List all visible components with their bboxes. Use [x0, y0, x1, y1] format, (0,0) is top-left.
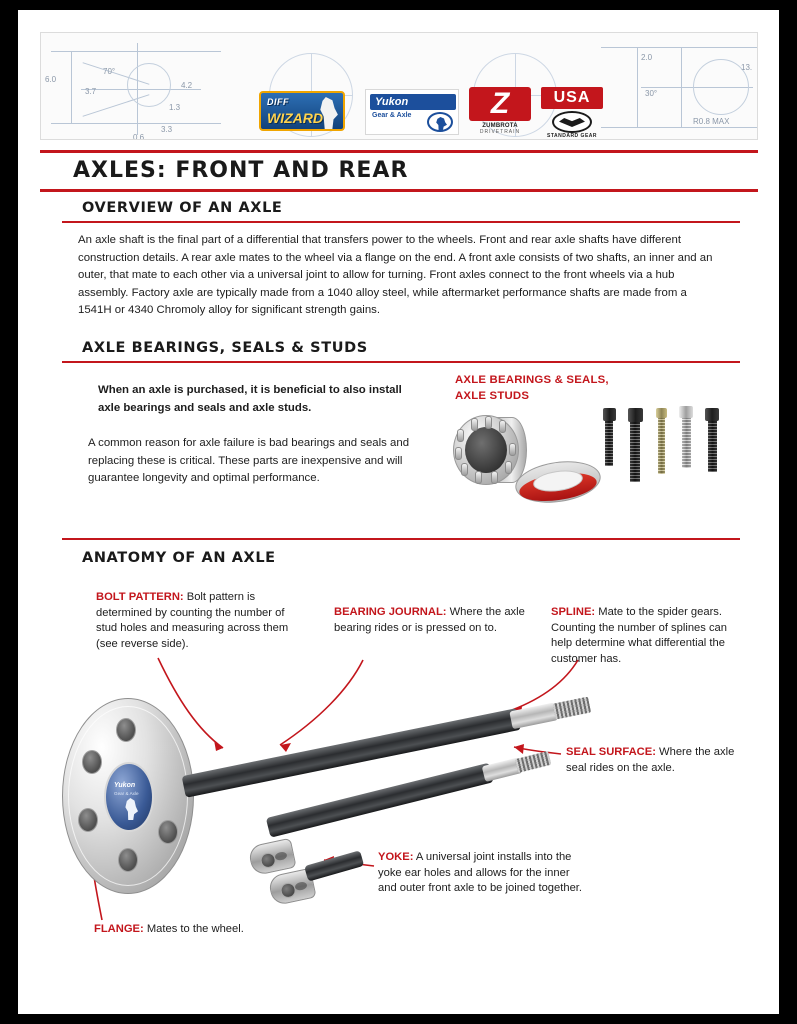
yukon-wordmark: Yukon — [375, 96, 409, 108]
annotation-seal-surface-text: Where the axle seal rides on the axle. — [566, 746, 735, 774]
annotation-bearing-journal-term: BEARING JOURNAL: — [334, 606, 447, 618]
yukon-tagline: Gear & Axle — [372, 112, 412, 119]
section-heading-overview: OVERVIEW OF AN AXLE — [82, 200, 283, 216]
annotation-seal-surface-term: SEAL SURFACE: — [566, 746, 656, 758]
hub-yukon-subtext: Gear & Axle — [114, 791, 139, 796]
zumbrota-z-mark: Z — [490, 87, 510, 120]
section-heading-bearings: AXLE BEARINGS, SEALS & STUDS — [82, 340, 368, 356]
bearings-paragraph-1: When an axle is purchased, it is beneficial to also install axle bearings and seals and axle studs. — [98, 384, 402, 414]
annotation-yoke-term: YOKE: — [378, 851, 414, 863]
annotation-bolt-pattern-text: Bolt pattern is determined by counting the number of stud holes and measuring across them (see reverse side). — [96, 591, 289, 650]
section-heading-anatomy: ANATOMY OF AN AXLE — [82, 550, 276, 566]
hub-yukon-text: Yukon — [114, 782, 136, 789]
shaft-splines — [553, 697, 591, 720]
annotation-spline-text: Mate to the spider gears. Counting the number of splines can help determine what differential the customer has. — [551, 606, 728, 665]
bearings-art-caption-line2: AXLE STUDS — [455, 390, 530, 402]
shaft-seal-surface — [509, 702, 558, 729]
annotation-bolt-pattern-term: BOLT PATTERN: — [96, 591, 184, 603]
usa-tagline: STANDARD GEAR — [546, 133, 598, 139]
annotation-yoke-text: A universal joint installs into the yoke ear holes and allows for the inner and outer front axle to be joined together. — [378, 851, 583, 895]
zumbrota-name: ZUMBROTA — [482, 123, 518, 129]
page-title: AXLES: FRONT AND REAR — [73, 158, 409, 183]
annotation-spline-term: SPLINE: — [551, 606, 596, 618]
bearings-art-caption-line1: AXLE BEARINGS & SEALS, — [455, 374, 609, 386]
overview-paragraph: An axle shaft is the final part of a differential that transfers power to the wheels. Front and rear axle shafts have different construction details. A rear axle mates to the wheel via a flange on the end. A front axle consists of two shafts, an inner and an outer, that mate to each other via a universal joint to allow for turning. Front axles connect to the front wheels via a hub assembly. Factory axle are typically made from a 1040 alloy steel, while aftermarket performance shafts are made from a 1541H or 4340 Chromoly alloy for significant strength gains. — [78, 234, 713, 317]
page-footer-frame — [0, 1014, 797, 1024]
axle-flange-illustration — [62, 698, 194, 894]
zumbrota-tagline: DRIVETRAIN — [479, 129, 521, 135]
diff-wizard-line2: WIZARD — [267, 110, 323, 126]
blueprint-background: 6.0 70° 3.7 4.2 1.3 3.3 0.6 2.0 13. 30° R0.8 MAX — [41, 33, 757, 139]
annotation-flange-term: FLANGE: — [94, 923, 144, 935]
document-page — [18, 10, 779, 1014]
diff-wizard-line1: DIFF — [267, 97, 289, 107]
usa-wordmark: USA — [553, 89, 591, 106]
annotation-bearing-journal-text: Where the axle bearing rides or is pressed on to. — [334, 606, 525, 634]
annotation-flange-text: Mates to the wheel. — [143, 923, 244, 935]
bearings-paragraph-2: A common reason for axle failure is bad bearings and seals and replacing these is critical. These parts are inexpensive and will guarantee longevity and optimal performance. — [88, 437, 410, 485]
hub-horse-icon — [124, 798, 138, 820]
